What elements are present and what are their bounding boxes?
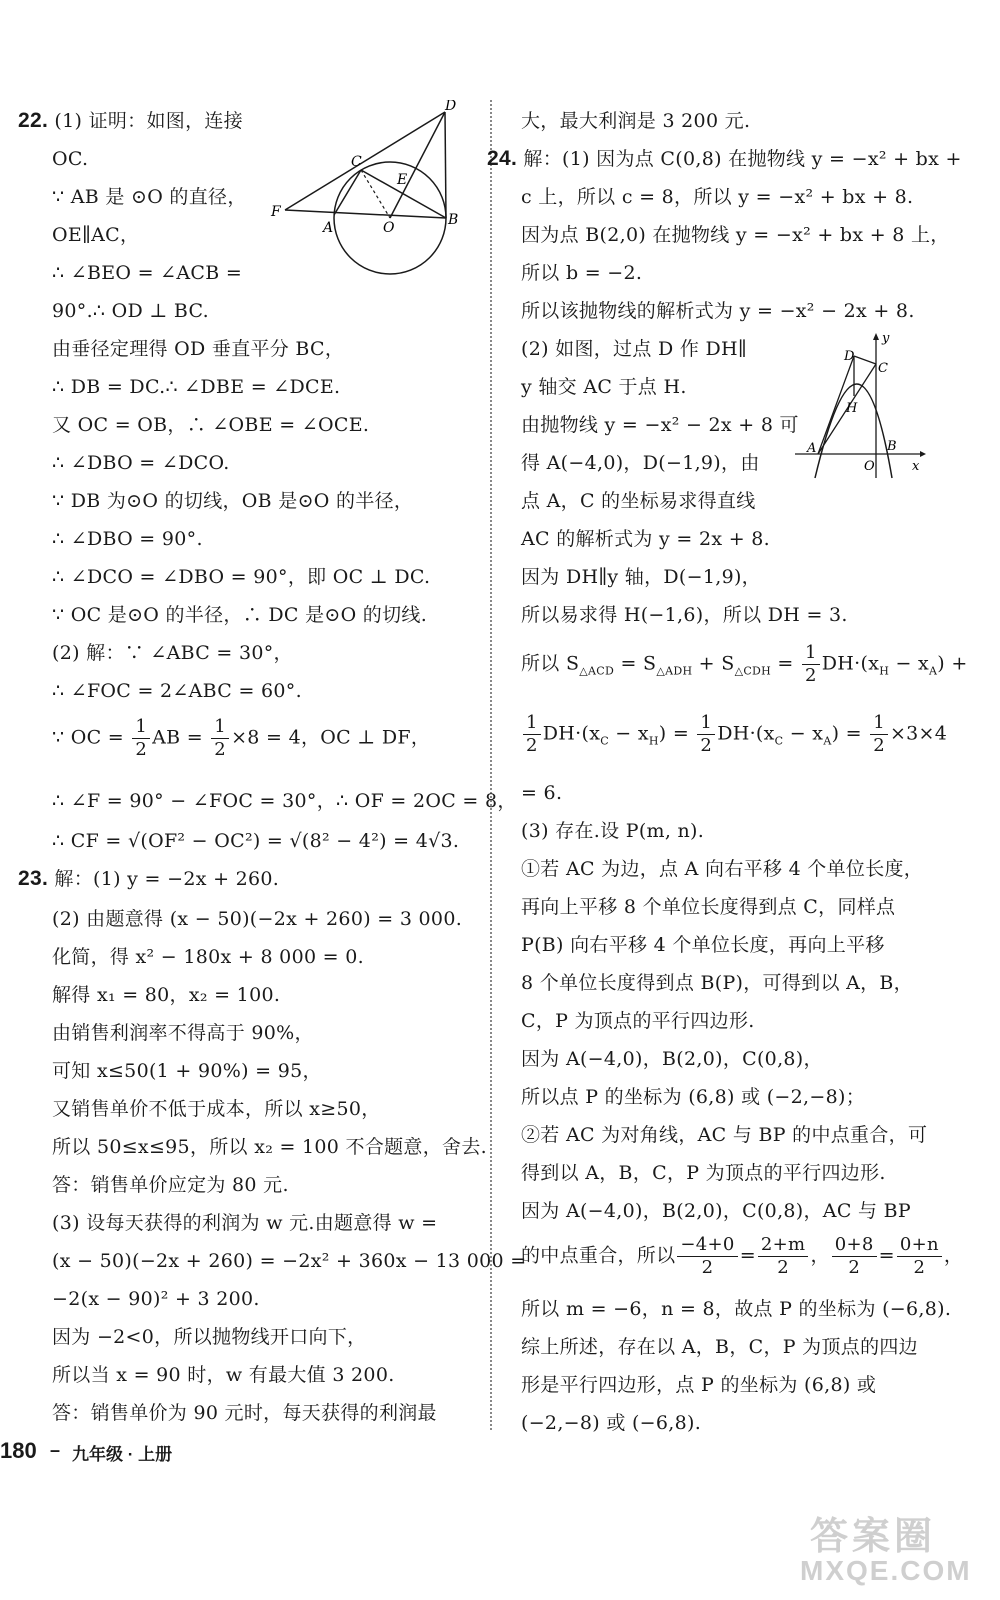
text-line: 因为 A(−4,0)，B(2,0)，C(0,8)，AC 与 BP [521,1200,911,1222]
figure-label: x [912,459,920,474]
q24-line-1: 24. 解：(1) 因为点 C(0,8) 在抛物线 y = −x² + bx + [487,147,962,170]
text-line: 90°.∴ OD ⊥ BC. [52,300,210,322]
parabola-figure [790,330,930,480]
text-line: y 轴交 AC 于点 H. [521,376,687,398]
text-line: 所以 50≤x≤95，所以 x₂ = 100 不合题意，舍去. [52,1136,487,1158]
circle-tangent-figure [265,100,465,280]
figure-label: B [887,439,897,454]
text-line: ∵ AB 是 ⊙O 的直径， [52,186,247,208]
text-line: P(B) 向右平移 4 个单位长度，再向上平移 [521,934,885,956]
text-line: ②若 AC 为对角线，AC 与 BP 的中点重合，可 [521,1124,928,1146]
text-line: c 上，所以 c = 8，所以 y = −x² + bx + 8. [521,186,914,208]
text-line: 化简，得 x² − 180x + 8 000 = 0. [52,946,364,968]
text-line: 点 A，C 的坐标易求得直线 [521,490,756,512]
text-line: 可知 x≤50(1 + 90%) = 95， [52,1060,322,1082]
text-line: ∴ ∠DCO = ∠DBO = 90°，即 OC ⊥ DC. [52,566,431,588]
text-line: 因为 DH∥y 轴，D(−1,9)， [521,566,761,588]
text-line: (3) 设每天获得的利润为 w 元.由题意得 w = [52,1212,438,1234]
text-line: ∴ ∠F = 90° − ∠FOC = 30°，∴ OF = 2OC = 8， [52,790,517,812]
watermark-url: MXQE.COM [800,1555,972,1586]
figure-label: C [878,361,888,376]
text-line-fraction: 的中点重合，所以 $\frac{-4+0}{2}$ = $\frac{2+m}{2}$ ， $\frac{0+8}{2}$ = $\frac{0+n}{2}$ ， [521,1234,964,1278]
text-line: 由垂径定理得 OD 垂直平分 BC， [52,338,345,360]
text-line: ∴ CF = √(OF² − OC²) = √(8² − 4²) = 4√3. [52,830,460,852]
text-line: ∵ OC 是⊙O 的半径，∴ DC 是⊙O 的切线. [52,604,428,626]
text-line: 因为 −2<0，所以抛物线开口向下， [52,1326,367,1348]
text-line: (2) 由题意得 (x − 50)(−2x + 260) = 3 000. [52,908,463,930]
page-number: 180 [0,1438,37,1463]
figure-label: D [445,100,457,114]
column-divider [490,100,492,1430]
text-line: AC 的解析式为 y = 2x + 8. [521,528,771,550]
text-line-fraction: 所以 $S_{\triangle ACD} = S_{\triangle ADH} + S_{\triangle CDH}$ = $\frac{1}{2}$ $DH\cdot(x_H - x_A)$ + [521,642,968,686]
text-line: 8 个单位长度得到点 B(P)，可得到以 A，B， [521,972,913,994]
text-line: 所以当 x = 90 时，w 有最大值 3 200. [52,1364,395,1386]
text-line: 又销售单价不低于成本，所以 x≥50， [52,1098,381,1120]
text-line: ∴ ∠FOC = 2∠ABC = 60°. [52,680,302,702]
footer-dash: – [50,1440,61,1460]
text-line: 大，最大利润是 3 200 元. [521,110,751,132]
text-line: 由抛物线 y = −x² − 2x + 8 可 [521,414,799,436]
figure-label: D [844,349,855,364]
text-line: 形是平行四边形，点 P 的坐标为 (6,8) 或 [521,1374,877,1396]
text-line: OC. [52,148,89,170]
text-line: (−2,−8) 或 (−6,8). [521,1412,702,1434]
text-line: −2(x − 90)² + 3 200. [52,1288,260,1310]
text-line: ∴ DB = DC.∴ ∠DBE = ∠DCE. [52,376,341,398]
text-line: 因为点 B(2,0) 在抛物线 y = −x² + bx + 8 上， [521,224,950,246]
figure-label: O [383,220,395,236]
figure-label: A [807,441,817,456]
text-line: 得到以 A，B，C，P 为顶点的平行四边形. [521,1162,886,1184]
figure-label: F [271,204,281,220]
figure-label: B [448,212,459,228]
watermark-logo [790,1505,990,1595]
text-line: 综上所述，存在以 A，B，C，P 为顶点的四边 [521,1336,918,1358]
text-line: 解得 x₁ = 80，x₂ = 100. [52,984,281,1006]
text-line: ∵ DB 为⊙O 的切线，OB 是⊙O 的半径， [52,490,414,512]
text-line: C，P 为顶点的平行四边形. [521,1010,755,1032]
figure-label: O [864,459,875,474]
text-line: 由销售利润率不得高于 90%， [52,1022,314,1044]
text-line: 所以易求得 H(−1,6)，所以 DH = 3. [521,604,848,626]
text-line: = 6. [521,782,563,804]
text-line: 再向上平移 8 个单位长度得到点 C，同样点 [521,896,896,918]
figure-label: y [882,331,890,346]
q23-line-1: 23. 解：(1) y = −2x + 260. [18,867,280,890]
text-line-fraction: $\frac{1}{2}$ $DH\cdot(x_C - x_H)$ = $\frac{1}{2}$ $DH\cdot(x_C - x_A)$ = $\frac{1}{2}$ ×3×4 [521,712,947,757]
text-line: (3) 存在.设 P(m, n). [521,820,705,842]
text-line: (2) 解：∵ ∠ABC = 30°， [52,642,293,664]
text-line: ∴ ∠BEO = ∠ACB = [52,262,243,284]
text-line-fraction: ∵ OC = $\frac{1}{2}$ AB = $\frac{1}{2}$ ×8 = 4，OC ⊥ DF， [52,716,431,760]
figure-label: C [351,154,362,170]
text-line: 得 A(−4,0)，D(−1,9)，由 [521,452,760,474]
q22-line-1: 22. (1) 证明：如图，连接 [18,109,243,132]
text-line: 又 OC = OB，∴ ∠OBE = ∠OCE. [52,414,370,436]
text-line: 所以点 P 的坐标为 (6,8) 或 (−2,−8)； [521,1086,866,1108]
watermark-text: 答案圈 [810,1514,937,1558]
text-line: 所以该抛物线的解析式为 y = −x² − 2x + 8. [521,300,915,322]
figure-label: A [323,220,334,236]
text-line: 所以 b = −2. [521,262,643,284]
text-line: (x − 50)(−2x + 260) = −2x² + 360x − 13 000 = [52,1250,527,1272]
text-line: ∴ ∠DBO = ∠DCO. [52,452,230,474]
text-line: 答：销售单价应定为 80 元. [52,1174,289,1196]
text-line: ∴ ∠DBO = 90°. [52,528,203,550]
text-line: ①若 AC 为边，点 A 向右平移 4 个单位长度， [521,858,924,880]
text-line: OE∥AC， [52,224,140,246]
figure-label: E [397,172,408,188]
text-line: 所以 m = −6，n = 8，故点 P 的坐标为 (−6,8). [521,1298,952,1320]
text-line: 答：销售单价为 90 元时，每天获得的利润最 [52,1402,437,1424]
text-line: (2) 如图，过点 D 作 DH∥ [521,338,747,360]
figure-label: H [846,401,858,416]
grade-label: 九年级 · 上册 [72,1445,173,1464]
text-line: 因为 A(−4,0)，B(2,0)，C(0,8)， [521,1048,823,1070]
